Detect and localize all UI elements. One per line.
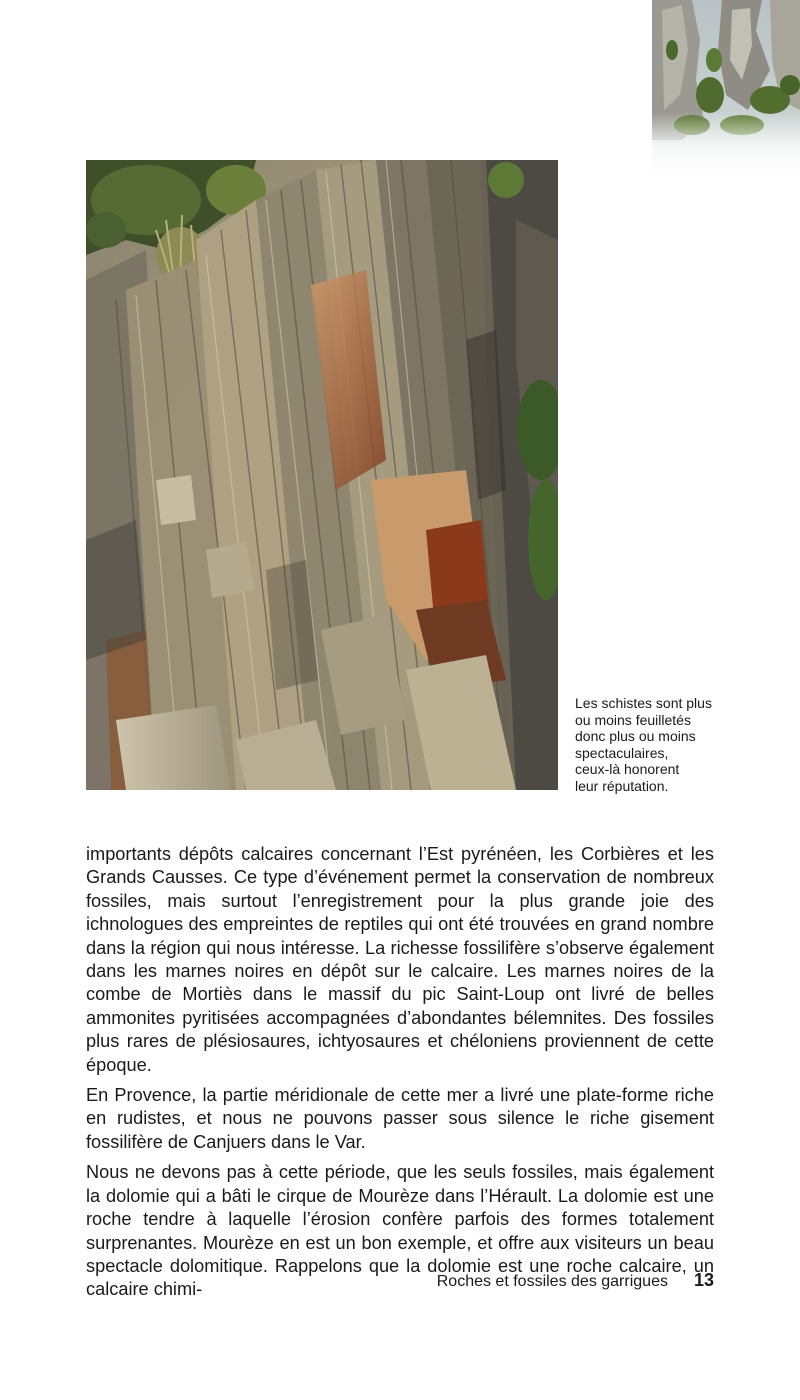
body-paragraph: En Provence, la partie méridionale de cette mer a livré une plate-forme riche en rudistes, et nous ne pouvons passer sous silence le riche gisement fossilifère de Canjuers dans le Var.	[86, 1085, 714, 1152]
caption-line: spectaculaires,	[575, 744, 669, 761]
body-paragraph: Nous ne devons pas à cette période, que les seuls fossiles, mais également la dolomie qui a bâti le cirque de Mourèze dans l’Hérault. La dolomie est une roche tendre à laquelle l’érosion confère parfois des formes totalement surprenantes. Mourèze en est un bon exemple, et offre aux visiteurs un beau spectacle dolomitique. Rappelons que la dolomie est une roche calcaire, un calcaire chimi-	[86, 1162, 714, 1300]
body-paragraph: importants dépôts calcaires concernant l’Est pyrénéen, les Corbières et les Grands Causses. Ce type d’événement permet la conservation de nombreux fossiles, mais surtout l’enregistrement pour la plus grande joie des ichnologues des empreintes de reptiles qui ont été trouvées en grand nombre dans la région qui nous intéresse. La richesse fossilifère s’observe également dans les marnes noires en dépôt sur le calcaire. Les marnes noires de la combe de Mortiès dans le massif du pic Saint-Loup ont livré de belles ammonites pyritisées accompagnées d’abondantes bélemnites. Des fossiles plus rares de plésiosaures, ichtyosaures et chéloniens proviennent de cette époque.	[86, 844, 714, 1075]
caption-line: ceux-là honorent	[575, 761, 680, 777]
running-title: Roches et fossiles des garrigues	[436, 1273, 668, 1290]
schist-cliff-photo	[86, 160, 558, 790]
caption-line: leur réputation.	[575, 777, 669, 794]
caption-line: donc plus ou moins	[575, 728, 696, 744]
caption-line: Les schistes sont plus	[575, 695, 712, 711]
photo-caption	[575, 695, 735, 794]
body-text	[86, 843, 714, 1309]
page-footer	[86, 1267, 714, 1293]
caption-line: ou moins feuilletés	[575, 711, 691, 728]
corner-thumbnail-photo	[652, 0, 800, 225]
page-number: 13	[693, 1270, 714, 1290]
